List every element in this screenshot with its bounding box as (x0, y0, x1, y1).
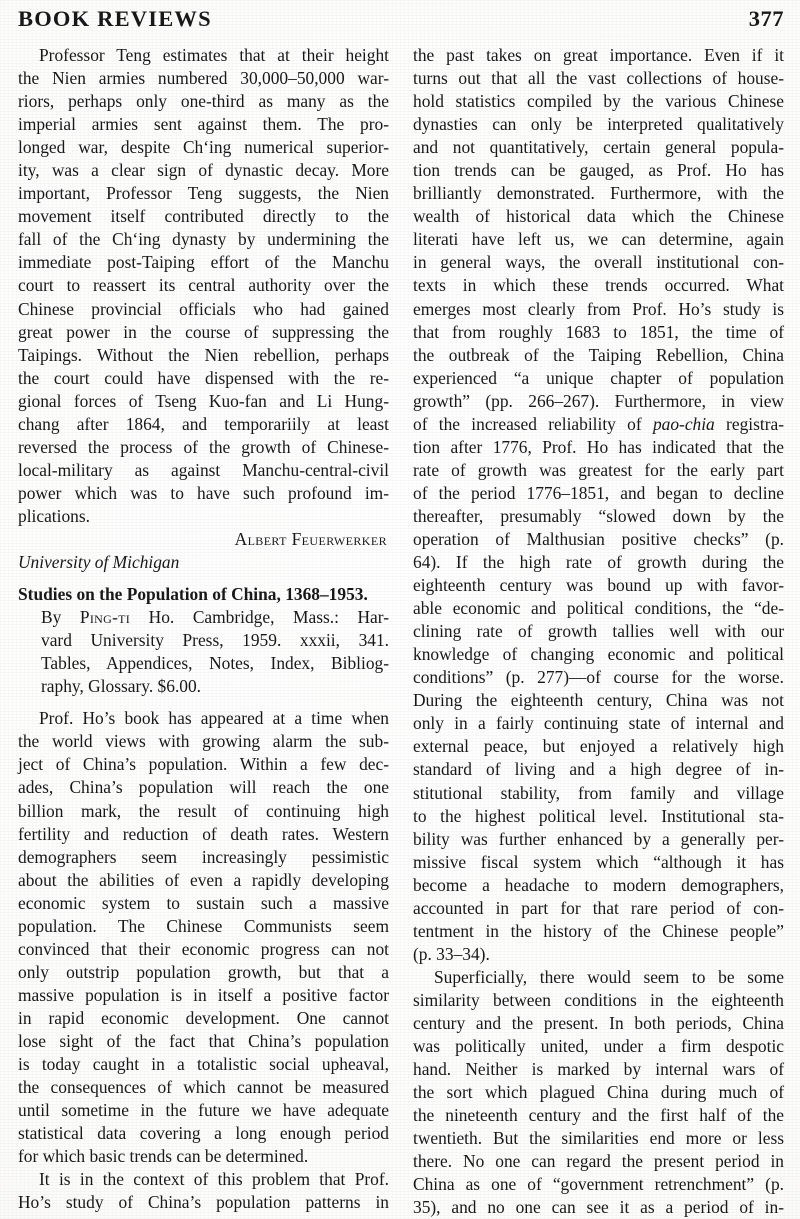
citation-title-line (18, 583, 389, 606)
citation-line: Tables, Appendices, Notes, Index, Bibliog- (41, 653, 389, 674)
text-line: the world views with growing alarm the sub- (18, 731, 389, 752)
text-line: the consequences of which cannot be measured (18, 1077, 389, 1098)
two-column-body (18, 44, 784, 1218)
text-line: there. No one can regard the present period in (413, 1151, 784, 1172)
text-line: ity, was a clear sign of dynastic decay. More (18, 160, 389, 181)
paragraph-right-second (413, 966, 784, 1219)
text-line: tentment in the history of the Chinese people” (413, 920, 784, 941)
text-line: Taipings. Without the Nien rebellion, perhaps (18, 344, 389, 365)
text-fragment: registra- (714, 413, 784, 434)
text-line: great power in the course of suppressing the (18, 321, 389, 342)
running-head-title: BOOK REVIEWS (18, 6, 212, 31)
text-line: the outbreak of the Taiping Rebellion, China (413, 344, 784, 365)
text-line: reversed the process of the growth of Chinese- (18, 436, 389, 457)
book-author: Ping-ti (79, 607, 131, 628)
paragraph-teng-review-conclusion (18, 44, 389, 528)
text-line: only outstrip population growth, but that a (18, 961, 389, 982)
text-line: texts in which these trends occurred. What (413, 275, 784, 296)
text-line: plications. (18, 505, 90, 526)
text-line: 64). If the high rate of growth during the (413, 552, 784, 573)
text-line: twentieth. But the similarities end more or less (413, 1128, 784, 1149)
right-column (413, 44, 784, 1218)
text-line: clining rate of growth tallies well with our (413, 621, 784, 642)
page-number: 377 (748, 6, 784, 31)
text-line: of the period 1776–1851, and began to decline (413, 482, 784, 503)
text-line: emerges most clearly from Prof. Ho’s study is (413, 298, 784, 319)
running-head (18, 8, 784, 38)
text-line: power which was to have such profound im- (18, 482, 389, 503)
text-line: conditions” (p. 277)—of course for the worse. (413, 667, 784, 688)
text-line: that from roughly 1683 to 1851, the time of (413, 321, 784, 342)
text-line: longed war, despite Ch‘ing numerical superior- (18, 137, 389, 158)
text-line: missive fiscal system which “although it has (413, 851, 784, 872)
text-line: and not quantitatively, certain general popula- (413, 137, 784, 158)
text-line: operation of Malthusian positive checks” (p. (413, 528, 784, 549)
citation-publisher-fragment: Ho. Cambridge, Mass.: Har- (130, 607, 389, 628)
text-line: movement itself contributed directly to the (18, 206, 389, 227)
text-line: tion trends can be gauged, as Prof. Ho has (413, 160, 784, 181)
reviewer-byline: Albert Feuerwerker (234, 528, 387, 549)
text-line: gional forces of Tseng Kuo-fan and Li Hung- (18, 390, 389, 411)
text-line: eighteenth century was bound up with favor- (413, 575, 784, 596)
text-line: population. The Chinese Communists seem (18, 915, 389, 936)
text-line: local-military as against Manchu-central-civil (18, 459, 389, 480)
text-line: accounted in part for that rare period of con- (413, 897, 784, 918)
text-line: dynasties can only be interpreted qualitatively (413, 114, 784, 135)
text-line: experienced “a unique chapter of population (413, 367, 784, 388)
text-line-with-italic-term (413, 413, 784, 436)
text-line: rate of growth was greatest for the early part (413, 459, 784, 480)
citation-author-line (18, 606, 389, 629)
text-line: massive population is in itself a positive factor (18, 984, 389, 1005)
text-line: the nineteenth century and the first half of the (413, 1105, 784, 1126)
text-line: able economic and political conditions, the “de- (413, 598, 784, 619)
reviewer-affiliation: University of Michigan (18, 552, 180, 573)
text-line: fall of the Ch‘ing dynasty by undermining the (18, 229, 389, 250)
text-line: It is in the context of this problem that Prof. (39, 1169, 389, 1190)
text-line: standard of living and a high degree of in- (413, 759, 784, 780)
text-line: economic system to sustain such a massive (18, 892, 389, 913)
text-line: imperial armies sent against them. The pro- (18, 114, 389, 135)
text-line: about the abilities of even a rapidly developing (18, 869, 389, 890)
text-line: the past takes on great importance. Even if it (413, 45, 784, 65)
text-line: become a headache to modern demographers, (413, 874, 784, 895)
text-line: billion mark, the result of continuing high (18, 800, 389, 821)
text-line: the Nien armies numbered 30,000–50,000 war- (18, 68, 389, 89)
text-line: stitutional stability, from family and village (413, 782, 784, 803)
text-line: in general ways, the overall institutional con- (413, 252, 784, 273)
text-line: Ho’s study of China’s population patterns in (18, 1192, 389, 1213)
text-line: demographers seem increasingly pessimistic (18, 846, 389, 867)
text-line: the sort which plagued China during much of (413, 1082, 784, 1103)
paragraph-right-first (413, 44, 784, 966)
text-line: riors, perhaps only one-third as many as the (18, 91, 389, 112)
paragraph-ho-review-continued (18, 1168, 389, 1214)
text-line: Superficially, there would seem to be some (434, 966, 784, 987)
text-line: growth” (pp. 266–267). Furthermore, in view (413, 390, 784, 411)
text-line: literati have left us, we can determine, again (413, 229, 784, 250)
left-column (18, 44, 389, 1215)
text-line: During the eighteenth century, China was not (413, 690, 784, 711)
text-line: Prof. Ho’s book has appeared at a time when (39, 708, 389, 729)
text-line: Chinese provincial officials who had gained (18, 298, 389, 319)
text-line: court to reassert its central authority over the (18, 275, 389, 296)
text-line: China as one of “government retrenchment” (p. (413, 1174, 784, 1195)
citation-line: vard University Press, 1959. xxxii, 341. (41, 630, 389, 651)
text-line: ades, China’s population will reach the one (18, 777, 389, 798)
text-line: was politically united, under a firm despotic (413, 1036, 784, 1057)
text-line: external peace, but enjoyed a relatively high (413, 736, 784, 757)
text-line: 35), and no one can see it as a period of in- (413, 1197, 784, 1218)
text-line: hold statistics compiled by the various Chinese (413, 91, 784, 112)
text-line: bility was further enhanced by a generally per- (413, 828, 784, 849)
text-line: century and the present. In both periods, China (413, 1012, 784, 1033)
text-line: Professor Teng estimates that at their height (39, 45, 389, 65)
text-line: hand. Neither is marked by internal wars of (413, 1059, 784, 1080)
text-line: is today caught in a totalistic social upheaval, (18, 1054, 389, 1075)
citation-by-label: By (41, 607, 80, 628)
text-line: only in a fairly continuing state of internal and (413, 713, 784, 734)
book-citation (18, 583, 389, 698)
text-line: statistical data covering a long enough period (18, 1123, 389, 1144)
spacer (18, 698, 389, 707)
text-line: lose sight of the fact that China’s population (18, 1030, 389, 1051)
text-line: chang after 1864, and temporariily at least (18, 413, 389, 434)
citation-line: raphy, Glossary. $6.00. (41, 676, 202, 697)
italic-term-pao-chia: pao-chia (652, 413, 715, 434)
text-line: knowledge of changing economic and political (413, 644, 784, 665)
text-line: turns out that all the vast collections of house- (413, 68, 784, 89)
text-line: until sometime in the future we have adequate (18, 1100, 389, 1121)
text-line: immediate post-Taiping effort of the Manchu (18, 252, 389, 273)
spacer (18, 574, 389, 583)
text-line: to the highest political level. Institutional sta- (413, 805, 784, 826)
text-line: the court could have dispensed with the re- (18, 367, 389, 388)
text-line: for which basic trends can be determined. (18, 1146, 309, 1167)
text-fragment: of the increased reliability of (413, 413, 653, 434)
book-title: Studies on the Population of China, 1368–1953. (18, 584, 368, 605)
text-line: in rapid economic development. One cannot (18, 1007, 389, 1028)
text-line: fertility and reduction of death rates. Western (18, 823, 389, 844)
text-line: (p. 33–34). (413, 943, 490, 964)
text-line: similarity between conditions in the eighteenth (413, 989, 784, 1010)
paragraph-ho-review-opening (18, 707, 389, 1168)
text-line: convinced that their economic progress can not (18, 938, 389, 959)
text-line: ject of China’s population. Within a few dec- (18, 754, 389, 775)
text-line: brilliantly demonstrated. Furthermore, with the (413, 183, 784, 204)
text-line: thereafter, presumably “slowed down by the (413, 505, 784, 526)
text-line: important, Professor Teng suggests, the Nien (18, 183, 389, 204)
text-line: tion after 1776, Prof. Ho has indicated that the (413, 436, 784, 457)
text-line: wealth of historical data which the Chinese (413, 206, 784, 227)
